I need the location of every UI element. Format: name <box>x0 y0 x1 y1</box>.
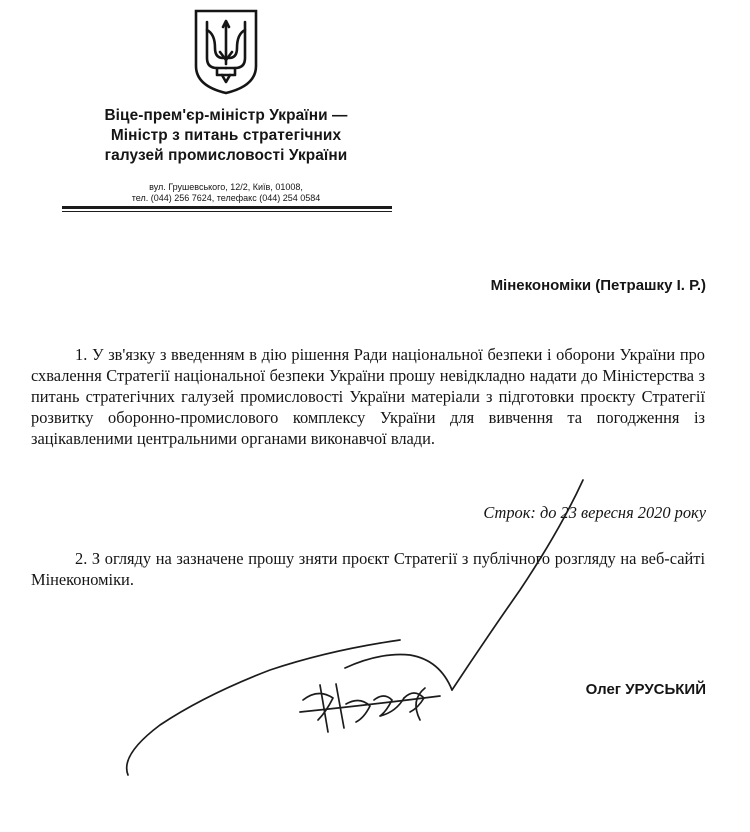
org-title-line: Віце-прем'єр-міністр України — <box>104 107 348 124</box>
deadline-note: Строк: до 23 вересня 2020 року <box>483 503 706 522</box>
addressee: Мінекономіки (Петрашку І. Р.) <box>490 277 706 294</box>
header-divider-thick <box>62 206 392 209</box>
trident-coat-of-arms-icon <box>193 8 259 96</box>
header-divider-thin <box>62 211 392 212</box>
body-paragraph-2: 2. З огляду на зазначене прошу зняти проєкт Стратегії з публічного розгляду на веб-сайті Мінекономіки. <box>31 549 705 589</box>
org-title-line: галузей промисловості України <box>104 147 348 164</box>
organization-title <box>60 106 392 166</box>
body-paragraph-1: 1. У зв'язку з введенням в дію рішення Ради національної безпеки і оборони України про схвалення Стратегії національної безпеки України прошу невідкладно надати до Міністерства з питань стратегічних галузей промисловості України матеріали з підготовки проєкту Стратегії розвитку оборонно-промислового комплексу України для вивчення та погодження із зацікавленими центральними органами виконавчої влади. <box>31 345 705 448</box>
signer-name: Олег УРУСЬКИЙ <box>585 681 706 698</box>
org-title-line: Міністр з питань стратегічних <box>110 127 342 144</box>
address-line: вул. Грушевського, 12/2, Київ, 01008, <box>149 182 303 192</box>
contacts-line: тел. (044) 256 7624, телефакс (044) 254 0584 <box>131 193 321 203</box>
organization-address <box>60 182 392 204</box>
